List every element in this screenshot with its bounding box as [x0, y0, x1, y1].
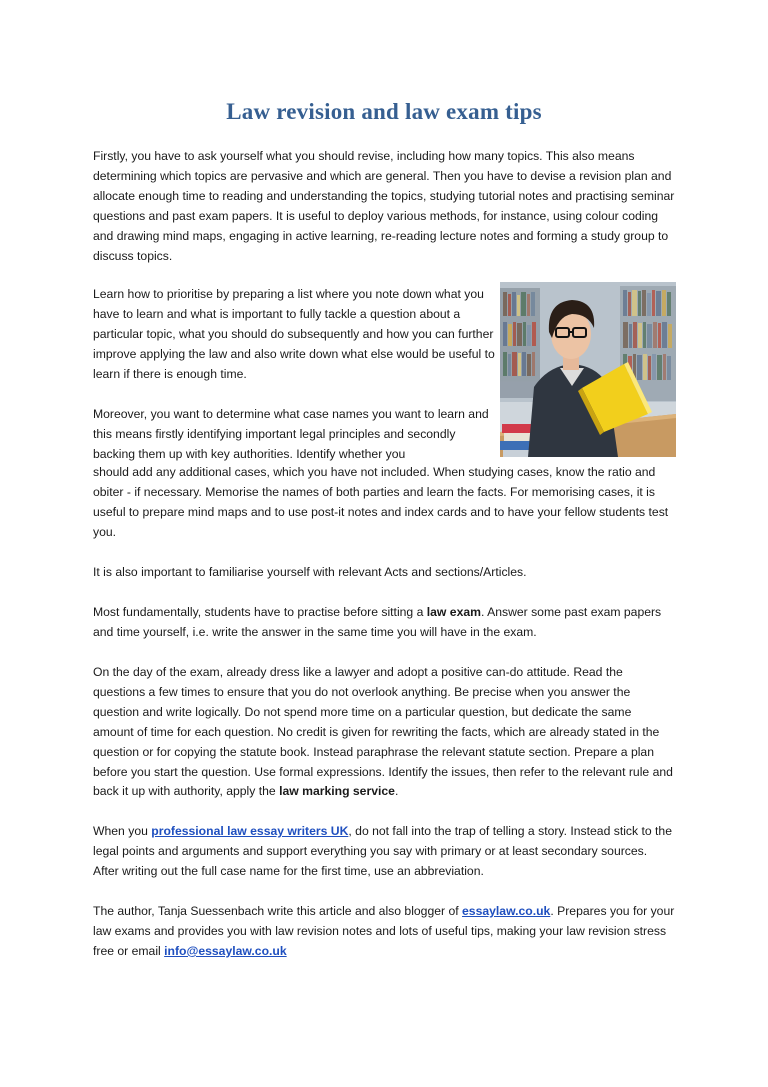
law-exam-bold: law exam: [426, 605, 481, 619]
paragraph-writers: [93, 822, 675, 882]
paragraph-author: [93, 902, 675, 962]
paragraph-prioritise: Learn how to prioritise by preparing a list where you note down what you have to learn and what is important to fully tackle a question about a particular topic, what you should do subsequently and how you can further improve applying the law and also write down what else would be useful to learn if there is enough time.: [93, 287, 495, 381]
paragraph-exam-day: [93, 663, 675, 802]
paragraph-writers-end: , do not fall into the trap of telling a story. Instead stick to the legal points and arguments and support everything you say with primary or at least secondary sources. After writing out the full case name for the first time, use an abbreviation.: [93, 824, 672, 878]
paragraph-exam-day-text: On the day of the exam, already dress like a lawyer and adopt a positive can-do attitude. Read the questions a few times to ensure that you do not overlook anything. Be precise when you answer the question and write logically. Do not spend more time on a particular question, but dedicate the same amount of time for each question. No credit is given for rewriting the facts, which are already stated in the question or for copying the statute book. Instead paraphrase the relevant statute section. Prepare a plan before you start the question. Use formal expressions. Identify the issues, then refer to the relevant rule and back it up with authority, apply the: [93, 665, 673, 799]
law-marking-service-bold: law marking service: [279, 784, 395, 799]
paragraph-practise: [93, 603, 675, 643]
page-title: Law revision and law exam tips: [226, 99, 542, 124]
email-link[interactable]: info@essaylaw.co.uk: [164, 943, 287, 958]
paragraph-author-middle: . Prepares you for your law exams and provides you with law revision notes and lots of useful tips, making your law revision stress free or email: [93, 904, 675, 958]
paragraph-writers-start: When you: [93, 824, 152, 838]
student-reading-illustration: [500, 282, 676, 457]
student-reading-photo: [500, 282, 676, 457]
paragraph-author-start: The author, Tanja Suessenbach write this article and also blogger of: [93, 904, 463, 918]
paragraph-practise-text-end: . Answer some past exam papers and time yourself, i.e. write the answer in the same time you will have in the exam.: [93, 605, 662, 639]
paragraph-case-names-wrapped: Moreover, you want to determine what case names you want to learn and this means firstly identifying important legal principles and secondly backing them up with key authorities. Identify whether you: [93, 407, 489, 461]
professional-writers-link[interactable]: professional law essay writers UK: [151, 824, 349, 838]
paragraph-acts: It is also important to familiarise yourself with relevant Acts and sections/Articles.: [93, 565, 527, 579]
essaylaw-link[interactable]: essaylaw.co.uk: [462, 904, 551, 918]
paragraph-revision-intro: Firstly, you have to ask yourself what you should revise, including how many topics. This also means determining which topics are pervasive and which are general. Then you have to devise a revision plan and allocate enough time to reading and understanding the topics, studying tutorial notes and practising seminar questions and past exam papers. It is useful to deploy various methods, for instance, using colour coding and drawing mind maps, engaging in active learning, re-reading lecture notes and forming a study group to discuss topics.: [93, 149, 675, 263]
paragraph-practise-text: Most fundamentally, students have to practise before sitting a: [93, 605, 427, 619]
paragraph-exam-day-end: .: [394, 784, 399, 799]
paragraph-case-names-continued: should add any additional cases, which you have not included. When studying cases, know the ratio and obiter - if necessary. Memorise the names of both parties and learn the facts. For memorising cases, it is useful to prepare mind maps and to use post-it notes and index cards and to have your fellow students test you.: [93, 465, 669, 539]
